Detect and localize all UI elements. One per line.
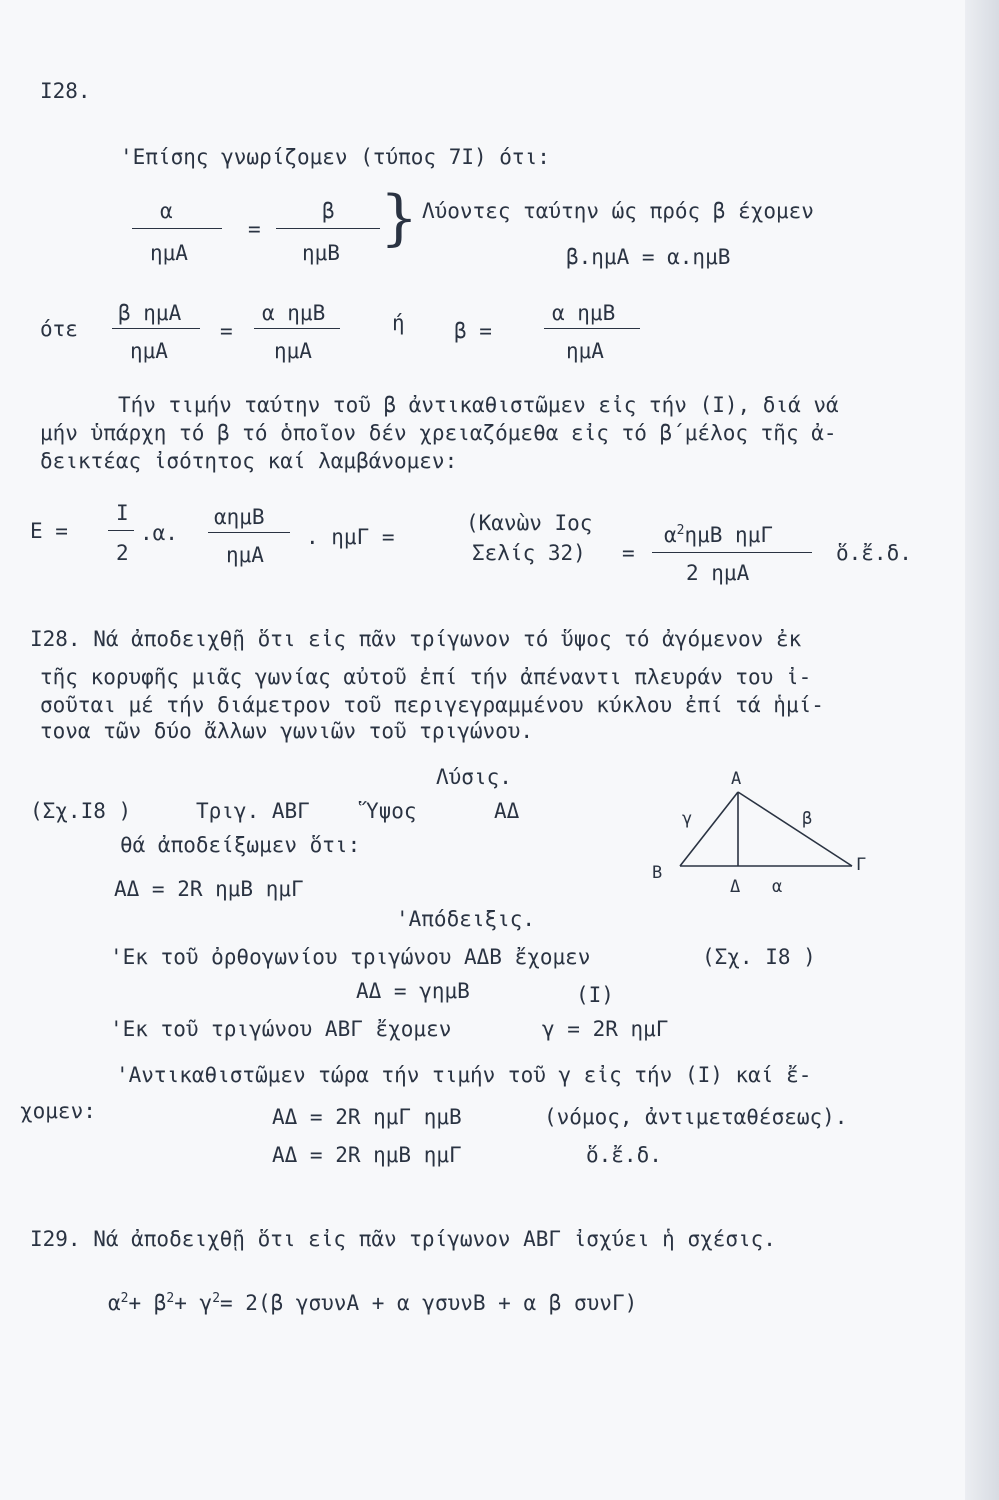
ls-num-left: α <box>160 199 173 223</box>
problem128-line4: τονα τῶν δύο ἄλλων γωνιῶν τοῦ τριγώνου. <box>40 719 534 743</box>
para1-line2: μήν ὑπάρχη τό β τό ὁποῖον δέν χρειαζόμεθα εἰς τό β΄μέλος τῆς ἀ- <box>40 421 837 445</box>
proof-line1: 'Εκ τοῦ ὀρθογωνίου τριγώνου ΑΔΒ ἔχομεν <box>110 945 591 969</box>
area-half-num: Ι <box>116 501 129 525</box>
solve-f2-num: α ημΒ <box>262 301 326 325</box>
proof-line2-ref: (Ι) <box>576 983 614 1007</box>
intro-line: 'Επίσης γνωρίζομεν (τύπος 7Ι) ότι: <box>120 145 550 169</box>
area-qed: ὅ.ἔ.δ. <box>836 541 912 565</box>
page-number: I28. <box>40 79 91 103</box>
page-edge-shadow <box>965 0 999 1500</box>
ls-note-line2: β.ημΑ = α.ημΒ <box>566 245 731 269</box>
ls-den-left: ημΑ <box>150 241 188 265</box>
ls-note-line1: Λύοντες ταύτην ώς πρός β έχομεν <box>422 199 814 223</box>
solve-or: ή <box>392 311 405 335</box>
area-rule-line2: Σελίς 32) <box>472 541 586 565</box>
para1-line3: δεικτέας ἰσότητος καί λαμβάνομεν: <box>40 449 458 473</box>
area-E: Ε = <box>30 519 68 543</box>
ls-num-right: β <box>322 199 335 223</box>
proof-line6-qed: ὅ.ἔ.δ. <box>586 1143 662 1167</box>
given-figure-ref: (Σχ.Ι8 ) <box>30 799 132 823</box>
proof-line2: ΑΔ = γημΒ <box>356 979 470 1003</box>
solve-f3-num: α ημΒ <box>552 301 616 325</box>
foot-D: Δ <box>730 877 741 897</box>
side-b-label: β <box>802 809 813 829</box>
proof-title: 'Απόδειξις. <box>396 907 536 931</box>
area-f-den: ημΑ <box>226 543 264 567</box>
area-half-den: 2 <box>116 541 129 565</box>
vertex-G: Γ <box>856 855 867 875</box>
given-triangle: Τριγ. ΑΒΓ <box>196 799 310 823</box>
ls-den-right: ημΒ <box>302 241 340 265</box>
brace-symbol: } <box>380 183 419 253</box>
area-f-num: αημΒ <box>214 505 265 529</box>
solution-title: Λύσις. <box>436 765 512 789</box>
solve-f3-den: ημΑ <box>566 339 604 363</box>
proof-line6-eq: ΑΔ = 2R ημΒ ημΓ <box>272 1143 462 1167</box>
given-claim: ΑΔ = 2R ημΒ ημΓ <box>114 877 304 901</box>
solve-beta: β = <box>454 319 492 343</box>
area-alpha: .α. <box>140 521 178 545</box>
vertex-B: Β <box>652 863 663 883</box>
solve-f2-den: ημΑ <box>274 339 312 363</box>
problem128-line3: σοῦται μέ τήν διάμετρον τοῦ περιγεγραμμένου κύκλου ἐπί τά ἡμί- <box>40 693 824 717</box>
proof-line5: χομεν: <box>20 1099 96 1123</box>
proof-line3: 'Εκ τοῦ τριγώνου ΑΒΓ ἔχομεν <box>110 1017 452 1041</box>
vertex-A: Α <box>731 769 742 789</box>
proof-line3-eq: γ = 2R ημΓ <box>542 1017 669 1041</box>
problem128-line1: Ι28. Νά ἀποδειχθῇ ὅτι εἰς πᾶν τρίγωνον τό ὕψος τό ἀγόμενον ἐκ <box>30 627 802 651</box>
proof-line4: 'Αντικαθιστῶμεν τώρα τήν τιμήν τοῦ γ εἰς τήν (Ι) καί ἔ- <box>116 1063 812 1087</box>
given-ad: ΑΔ <box>494 799 520 823</box>
side-g-label: γ <box>682 809 693 829</box>
proof-line1-ref: (Σχ. Ι8 ) <box>702 945 816 969</box>
problem128-line2: τῆς κορυφῆς μιᾶς γωνίας αὐτοῦ ἐπί τήν ἀπέναντι πλευράν του ἰ- <box>40 665 812 689</box>
area-res-num: $\alpha^2\eta\mu B$ ημΓ <box>664 523 773 547</box>
solve-f1-den: ημΑ <box>130 339 168 363</box>
given-prove: θά ἀποδείξωμεν ὅτι: <box>120 833 361 857</box>
identity-formula: $\alpha^2+ \beta^2+ \gamma^2= 2(\beta$ γσυνΑ + α γσυνΒ + α β συνΓ) <box>108 1291 638 1315</box>
given-height: Ὕψος <box>366 799 417 823</box>
area-times: . ημΓ = <box>306 525 395 549</box>
problem129: Ι29. Νά ἀποδειχθῇ ὅτι εἰς πᾶν τρίγωνον ΑΒΓ ἰσχύει ἡ σχέσις. <box>30 1227 776 1251</box>
proof-line5-note: (νόμος, ἀντιμεταθέσεως). <box>544 1105 848 1129</box>
ls-equals: = <box>248 217 261 241</box>
side-a-label: α <box>772 877 783 897</box>
solve-f1-num: β ημΑ <box>118 301 182 325</box>
solve-eq1: = <box>220 319 233 343</box>
para1-line1: Τήν τιμήν ταύτην τοῦ β ἀντικαθιστῶμεν εἰς τήν (Ι), διά νά <box>118 393 839 417</box>
ote-word: ότε <box>40 317 78 341</box>
area-rule-line1: (Κανὼν Ιος <box>466 511 593 535</box>
proof-line5-eq: ΑΔ = 2R ημΓ ημΒ <box>272 1105 462 1129</box>
area-res-den: 2 ημΑ <box>686 561 750 585</box>
area-eq: = <box>622 541 635 565</box>
